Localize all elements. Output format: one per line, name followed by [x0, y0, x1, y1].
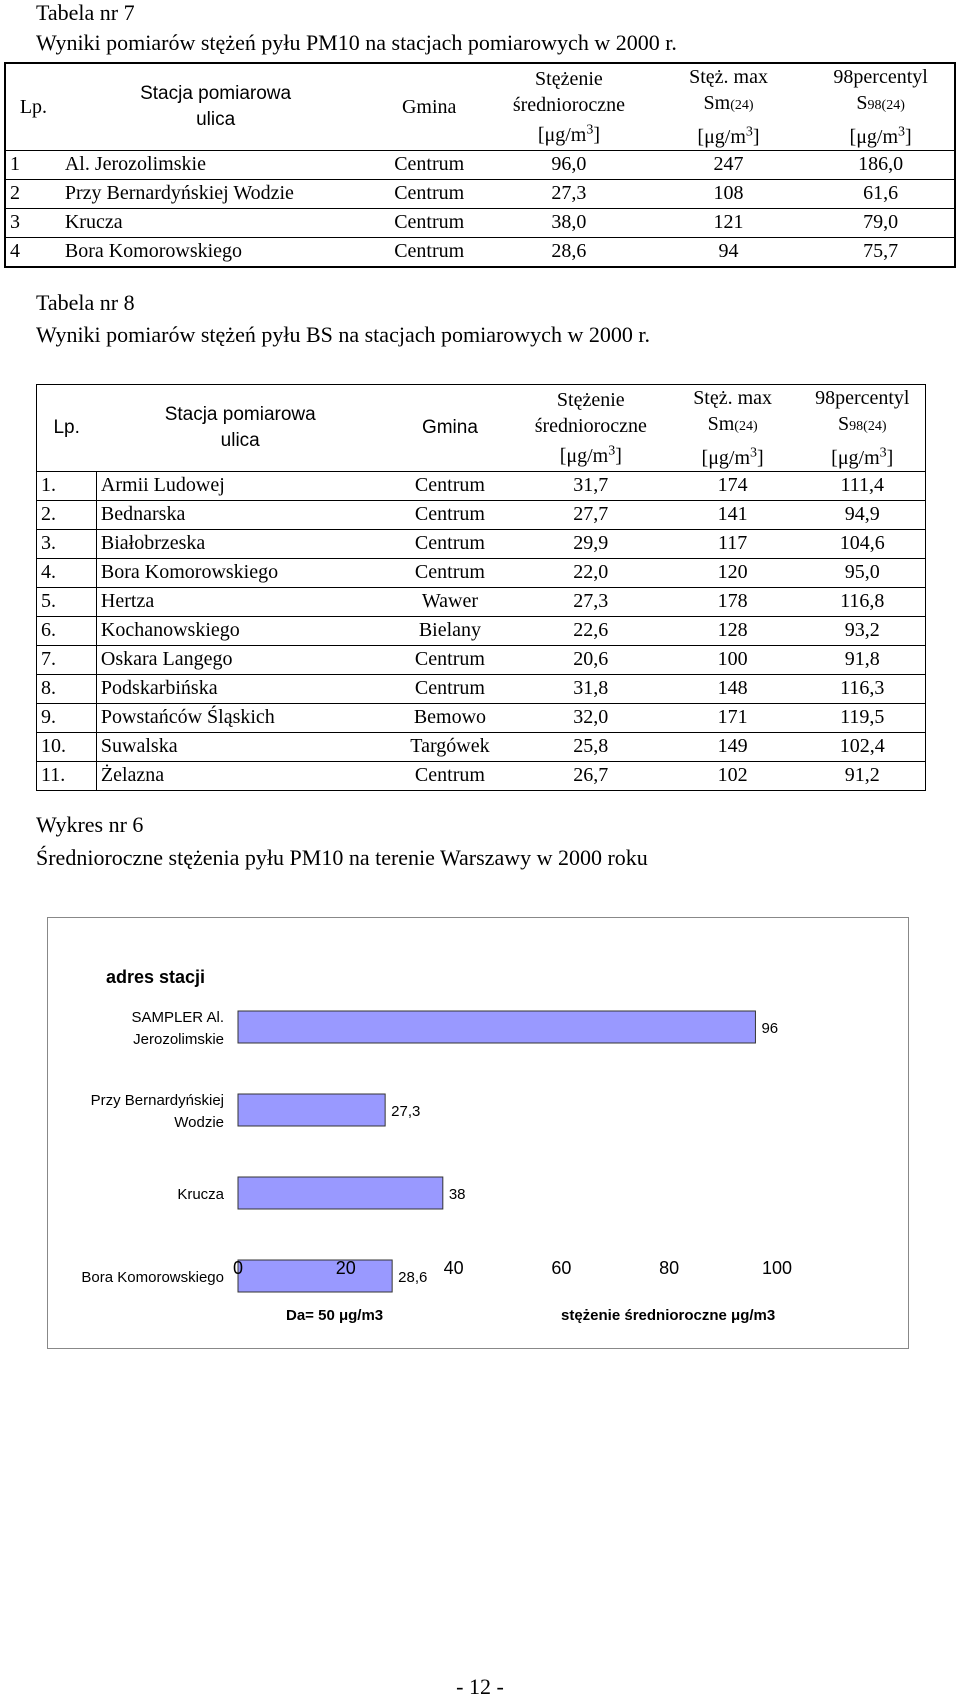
header-max: Stęż. max Sm(24) $[\mu g/m^3]$ — [666, 385, 800, 472]
header-gmina: Gmina — [384, 385, 516, 472]
table8-caption-title: Wyniki pomiarów stężeń pyłu BS na stacjach pomiarowych w 2000 r. — [36, 322, 650, 347]
category-label: Krucza — [177, 1186, 224, 1203]
table-row: 9. Powstańców Śląskich Bemowo 32,0 171 119,5 — [37, 703, 926, 732]
table-row: 4. Bora Komorowskiego Centrum 22,0 120 95,0 — [37, 558, 926, 587]
data-label: 28,6 — [398, 1269, 428, 1286]
table8-caption-number: Tabela nr 8 — [36, 290, 135, 315]
category-label: Jerozolimskie — [133, 1031, 224, 1048]
x-tick-label: 40 — [443, 1258, 464, 1278]
table-row: 3. Białobrzeska Centrum 29,9 117 104,6 — [37, 529, 926, 558]
table-row: 6. Kochanowskiego Bielany 22,6 128 93,2 — [37, 616, 926, 645]
table-row: 2 Przy Bernardyńskiej Wodzie Centrum 27,3 108 61,6 — [5, 179, 955, 208]
category-label: Przy Bernardyńskiej — [90, 1092, 224, 1109]
x-tick-label: 20 — [335, 1258, 356, 1278]
reference-note: Da= 50 μg/m3 — [286, 1307, 384, 1324]
table-row: 2. Bednarska Centrum 27,7 141 94,9 — [37, 500, 926, 529]
category-axis-title: adres stacji — [106, 967, 206, 987]
page-number: - 12 - — [456, 1674, 504, 1699]
x-axis-label: stężenie średnioroczne μg/m3 — [561, 1307, 776, 1324]
data-label: 27,3 — [391, 1103, 421, 1120]
x-tick-label: 100 — [761, 1258, 793, 1278]
header-lp: Lp. — [19, 95, 48, 118]
category-label: Wodzie — [174, 1114, 224, 1131]
table-row: 4 Bora Komorowskiego Centrum 28,6 94 75,7 — [5, 237, 955, 267]
data-label: 38 — [448, 1186, 466, 1203]
bar — [238, 1260, 392, 1292]
figure6-caption-title: Średnioroczne stężenia pyłu PM10 na terenie Warszawy w 2000 roku — [36, 845, 648, 870]
bar — [238, 1011, 755, 1043]
header-avg: Stężenie średnioroczne $[\mu g/m^3]$ — [516, 385, 666, 472]
table-row: 1. Armii Ludowej Centrum 31,7 174 111,4 — [37, 471, 926, 500]
x-tick-label: 60 — [551, 1258, 572, 1278]
table7-caption-title: Wyniki pomiarów stężeń pyłu PM10 na stacjach pomiarowych w 2000 r. — [36, 30, 677, 55]
table8-header-row — [37, 385, 926, 472]
header-station: Stacja pomiarowa ulica — [96, 385, 384, 472]
table-row: 3 Krucza Centrum 38,0 121 79,0 — [5, 208, 955, 237]
header-lp: Lp. — [37, 385, 97, 472]
bar — [238, 1094, 385, 1126]
data-label: 96 — [761, 1020, 779, 1037]
header-station: Stacja pomiarowa ulica — [140, 82, 292, 130]
header-max: Stęż. max Sm(24) $[\mu g/m^3]$ — [689, 66, 768, 148]
x-tick-label: 80 — [659, 1258, 680, 1278]
header-percentile: 98percentyl S98(24) $[\mu g/m^3]$ — [800, 385, 926, 472]
table7 — [4, 62, 956, 268]
table-row: 8. Podskarbińska Centrum 31,8 148 116,3 — [37, 674, 926, 703]
x-tick-label: 0 — [232, 1258, 244, 1278]
category-label: SAMPLER Al. — [131, 1009, 224, 1026]
bar-chart — [47, 917, 909, 1349]
table-row: 5. Hertza Wawer 27,3 178 116,8 — [37, 587, 926, 616]
table8 — [36, 384, 926, 791]
category-label: Bora Komorowskiego — [81, 1269, 224, 1286]
bar — [238, 1177, 443, 1209]
header-gmina: Gmina — [401, 95, 457, 118]
table-row: 7. Oskara Langego Centrum 20,6 100 91,8 — [37, 645, 926, 674]
table-row: 10. Suwalska Targówek 25,8 149 102,4 — [37, 732, 926, 761]
header-percentile: 98percentyl S98(24) $[\mu g/m^3]$ — [833, 66, 928, 148]
header-avg: Stężenie średnioroczne $[\mu g/m^3]$ — [512, 67, 625, 147]
table7-header-row — [5, 63, 955, 150]
table-row: 11. Żelazna Centrum 26,7 102 91,2 — [37, 761, 926, 790]
bar-chart-svg — [48, 918, 908, 1348]
figure6-caption-number: Wykres nr 6 — [36, 812, 144, 837]
table-row: 1 Al. Jerozolimskie Centrum 96,0 247 186,0 — [5, 150, 955, 179]
table7-caption-number: Tabela nr 7 — [36, 0, 135, 25]
